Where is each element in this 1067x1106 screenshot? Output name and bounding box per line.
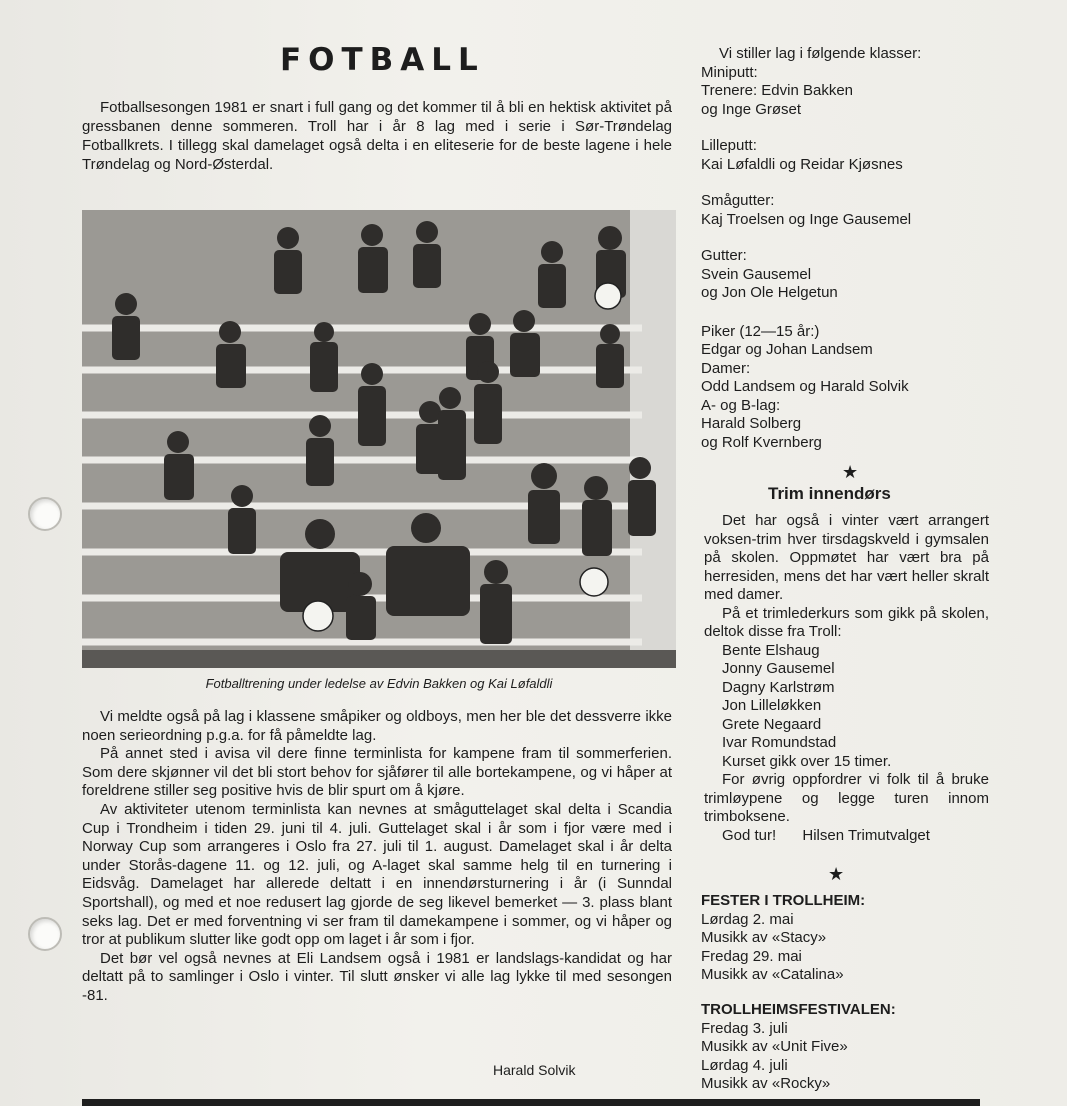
- team-coach: og Inge Grøset: [701, 100, 802, 118]
- trim-paragraph: Det har også i vinter vært arrangert voksen-trim hver tirsdagskveld i gymsalen på skolen. Oppmøtet har vært bra på herresiden, mens det har vært heller skralt med damer.: [704, 512, 989, 603]
- trim-paragraph: På et trimlederkurs som gikk på skolen, deltok disse fra Troll:: [704, 604, 989, 640]
- trim-title: Trim innendørs: [768, 484, 891, 503]
- participant-name: Ivar Romundstad: [722, 734, 837, 751]
- team-coach: og Rolf Kvernberg: [701, 433, 822, 451]
- team-label: Piker (12—15 år:): [701, 322, 820, 340]
- trim-paragraph: For øvrig oppfordrer vi folk til å bruke trimløypene og legge turen innom trimboksene.: [704, 771, 989, 825]
- trim-closing-line: [704, 827, 989, 846]
- team-label: Gutter:: [701, 247, 747, 264]
- star-icon: ★: [828, 864, 845, 884]
- star-icon: ★: [842, 462, 859, 482]
- page-bottom-rule: [82, 1099, 980, 1106]
- fester-section: [701, 892, 1001, 985]
- team-coach: Odd Landsem og Harald Solvik: [701, 378, 909, 395]
- team-coach: Edgar og Johan Landsem: [701, 341, 873, 358]
- team-coach: Kaj Troelsen og Inge Gausemel: [701, 210, 912, 228]
- photo-caption: Fotballtrening under ledelse av Edvin Bakken og Kai Løfaldli: [205, 676, 553, 691]
- festival-line: Musikk av «Rocky»: [701, 1075, 831, 1092]
- team-coach: og Jon Ole Helgetun: [701, 284, 838, 301]
- team-list: [701, 45, 1001, 452]
- article-intro: [82, 98, 672, 174]
- team-coach: Harald Solberg: [701, 415, 802, 432]
- team-label: Miniputt:: [701, 63, 758, 81]
- body-paragraph: Vi meldte også på lag i klassene småpiker og oldboys, men her ble det dessverre ikke noen serieordning p.g.a. for få påmeldte lag.: [82, 708, 672, 744]
- participant-name: Dagny Karlstrøm: [722, 678, 835, 696]
- participant-name: Bente Elshaug: [722, 641, 820, 659]
- participant-name: Jon Lilleløkken: [722, 697, 822, 714]
- fester-line: Lørdag 2. mai: [701, 910, 794, 928]
- binder-hole-bottom: [28, 917, 62, 951]
- team-coach: Trenere: Edvin Bakken: [701, 82, 854, 99]
- festival-section: [701, 1001, 1001, 1094]
- intro-paragraph: Fotballsesongen 1981 er snart i full gang og det kommer til å bli en hektisk aktivitet på gressbanen denne sommeren. Troll har i år 8 lag med i serie i Sør-Trøndelag Fotballkrets. I tillegg skal damelaget også delta i en eliteserie for de beste lagene i hele Trøndelag og Nord-Østerdal.: [82, 99, 672, 173]
- festival-line: Fredag 3. juli: [701, 1019, 788, 1037]
- team-label: Lilleputt:: [701, 137, 757, 154]
- trim-article: [704, 512, 989, 845]
- fester-line: Fredag 29. mai: [701, 947, 802, 965]
- article-title: FOTBALL: [280, 42, 485, 78]
- trim-signature: Hilsen Trimutvalget: [802, 826, 930, 844]
- body-paragraph: På annet sted i avisa vil dere finne terminlista for kampene fram til sommerferien. Som dere skjønner vil det bli stort behov for sjåfører til alle bortekampene, og vi håper at foreldrene stiller seg positive hvis de blir spurt om å kjøre.: [82, 745, 672, 800]
- body-paragraph: Det bør vel også nevnes at Eli Landsem også i 1981 er landslags-kandidat og har deltatt på to samlinger i Oslo i vinter. Til slutt ønsker vi alle lag lykke til med sesongen -81.: [82, 949, 672, 1004]
- team-photo-drawing: [82, 210, 676, 668]
- fester-line: Musikk av «Stacy»: [701, 929, 827, 946]
- article-body: [82, 708, 672, 1006]
- team-coach: Kai Løfaldli og Reidar Kjøsnes: [701, 155, 903, 173]
- team-coach: Svein Gausemel: [701, 265, 812, 283]
- festival-line: Lørdag 4. juli: [701, 1056, 788, 1074]
- article-signature: Harald Solvik: [493, 1062, 576, 1078]
- team-label: Damer:: [701, 359, 751, 377]
- fester-title: FESTER I TROLLHEIM:: [701, 892, 866, 909]
- participant-name: Jonny Gausemel: [722, 660, 835, 677]
- team-list-intro: Vi stiller lag i følgende klasser:: [719, 45, 922, 62]
- team-label: Smågutter:: [701, 192, 775, 209]
- trim-paragraph: Kurset gikk over 15 timer.: [722, 752, 892, 770]
- fester-line: Musikk av «Catalina»: [701, 966, 844, 983]
- festival-line: Musikk av «Unit Five»: [701, 1038, 848, 1055]
- binder-hole-top: [28, 497, 62, 531]
- team-photo: [82, 210, 676, 668]
- trim-participants: [704, 642, 989, 772]
- body-paragraph: Av aktiviteter utenom terminlista kan nevnes at småguttelaget skal delta i Scandia Cup i Trondheim i tiden 29. juni til 4. juli. Guttelaget skal i år som i fjor være med i Norway Cup som arrangeres i Oslo fra 27. juli til 1. august. Damelaget skal i år delta under Storås-dagene 11. og 12. juli, og A-laget skal samme helg til en turnering i Eidsvåg. Damelaget har allerede deltatt i en innendørsturnering i år (i Sunndal Sportshall), og med et noe redusert lag gjorde de seg likevel bemerket — 3. plass blant seks lag. Det er med forventning vi ser fram til damekampene i sommer, og vi håper og tror at publikum slutter like godt opp om laget i år som i fjor.: [82, 800, 672, 949]
- team-label: A- og B-lag:: [701, 396, 781, 414]
- trim-closing: God tur!: [722, 826, 777, 844]
- participant-name: Grete Negaard: [722, 715, 822, 733]
- festival-title: TROLLHEIMSFESTIVALEN:: [701, 1001, 896, 1018]
